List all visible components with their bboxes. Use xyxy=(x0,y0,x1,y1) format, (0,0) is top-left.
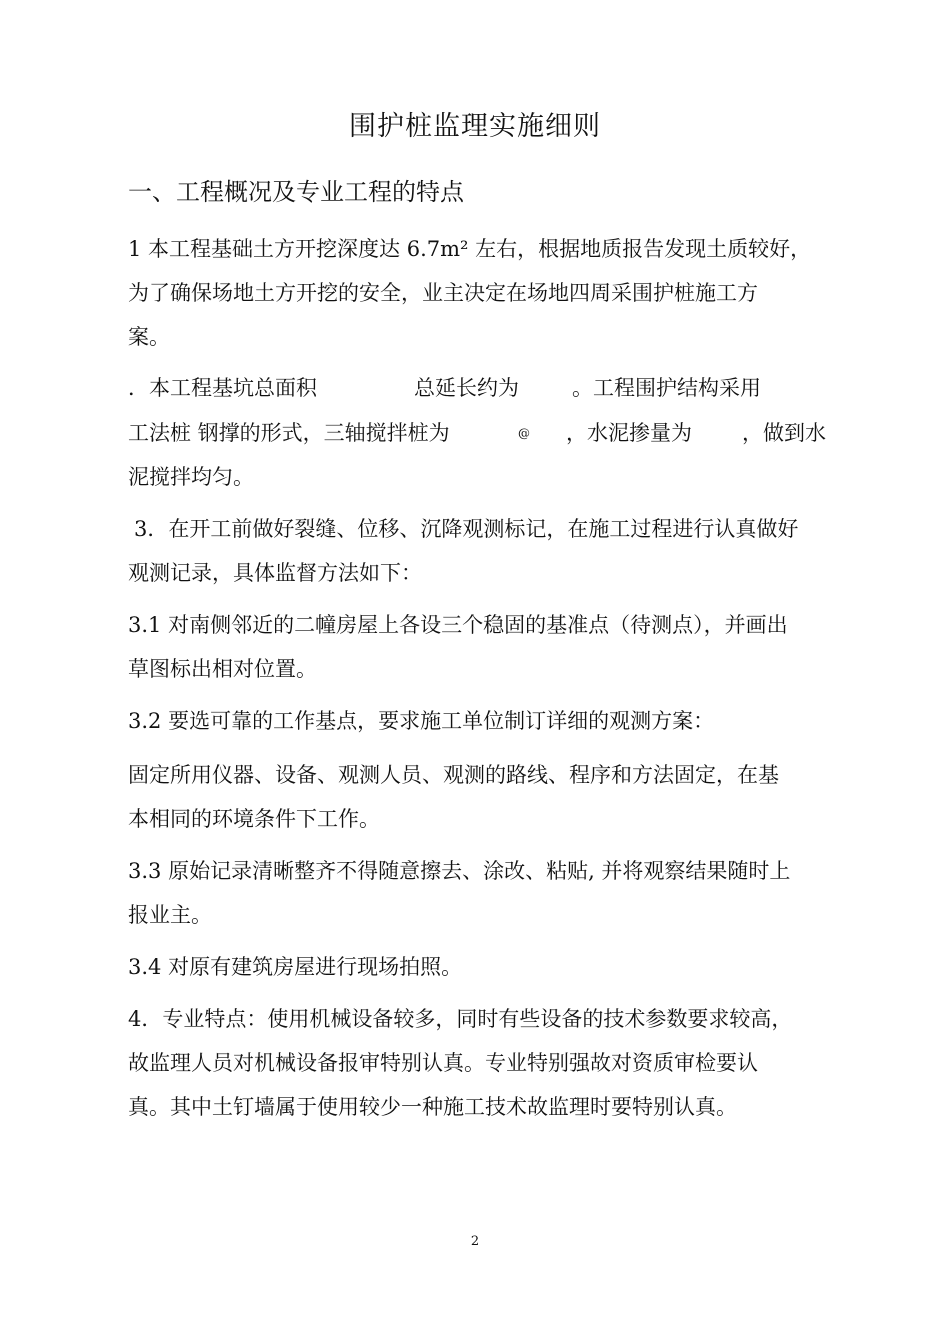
paragraph-2-line-1c: 。工程围护结构采用 xyxy=(572,376,761,400)
section-heading: 一、工程概况及专业工程的特点 xyxy=(128,178,464,206)
item-3-4-line-1: 3.4 对原有建筑房屋进行现场拍照。 xyxy=(128,955,463,979)
item-3-2-detail-line-2: 本相同的环境条件下工作。 xyxy=(128,807,380,831)
item-3-2-detail-line-1: 固定所用仪器、设备、观测人员、观测的路线、程序和方法固定，在基 xyxy=(128,763,779,787)
paragraph-1-line-3: 案。 xyxy=(128,325,170,349)
paragraph-1-line-2: 为了确保场地土方开挖的安全，业主决定在场地四周采围护桩施工方 xyxy=(128,281,758,305)
paragraph-4-line-2: 故监理人员对机械设备报审特别认真。专业特别强故对资质审检要认 xyxy=(128,1051,758,1075)
paragraph-2-line-1b: 总延长约为 xyxy=(414,376,519,400)
item-3-1-line-1: 3.1 对南侧邻近的二幢房屋上各设三个稳固的基准点（待测点），并画出 xyxy=(128,613,788,637)
paragraph-2-line-1a: ．本工程基坑总面积 xyxy=(128,376,317,400)
paragraph-3-line-1: 3．在开工前做好裂缝、位移、沉降观测标记，在施工过程进行认真做好 xyxy=(134,517,799,541)
paragraph-2-line-2c: ，水泥掺量为 xyxy=(566,421,692,445)
paragraph-2-line-3: 泥搅拌均匀。 xyxy=(128,465,254,489)
item-3-3-line-1: 3.3 原始记录清晰整齐不得随意擦去、涂改、粘贴, 并将观察结果随时上 xyxy=(128,859,791,883)
paragraph-3-line-2: 观测记录，具体监督方法如下： xyxy=(128,561,422,585)
paragraph-2-line-2a: 工法桩 钢撑的形式，三轴搅拌桩为 xyxy=(128,421,450,445)
paragraph-2-line-2d: ，做到水 xyxy=(742,421,826,445)
paragraph-4-line-3: 真。其中土钉墙属于使用较少一种施工技术故监理时要特别认真。 xyxy=(128,1095,737,1119)
item-3-1-line-2: 草图标出相对位置。 xyxy=(128,657,317,681)
paragraph-1-line-1: 1 本工程基础土方开挖深度达 6.7m² 左右，根据地质报告发现土质较好， xyxy=(128,237,812,261)
paragraph-4-line-1: 4．专业特点：使用机械设备较多，同时有些设备的技术参数要求较高， xyxy=(128,1007,793,1031)
document-title: 围护桩监理实施细则 xyxy=(349,111,601,142)
item-3-2-line-1: 3.2 要选可靠的工作基点，要求施工单位制订详细的观测方案： xyxy=(128,709,715,733)
page-number: 2 xyxy=(470,1234,480,1249)
paragraph-2-at-sign: @ xyxy=(518,426,530,440)
item-3-3-line-2: 报业主。 xyxy=(128,903,212,927)
